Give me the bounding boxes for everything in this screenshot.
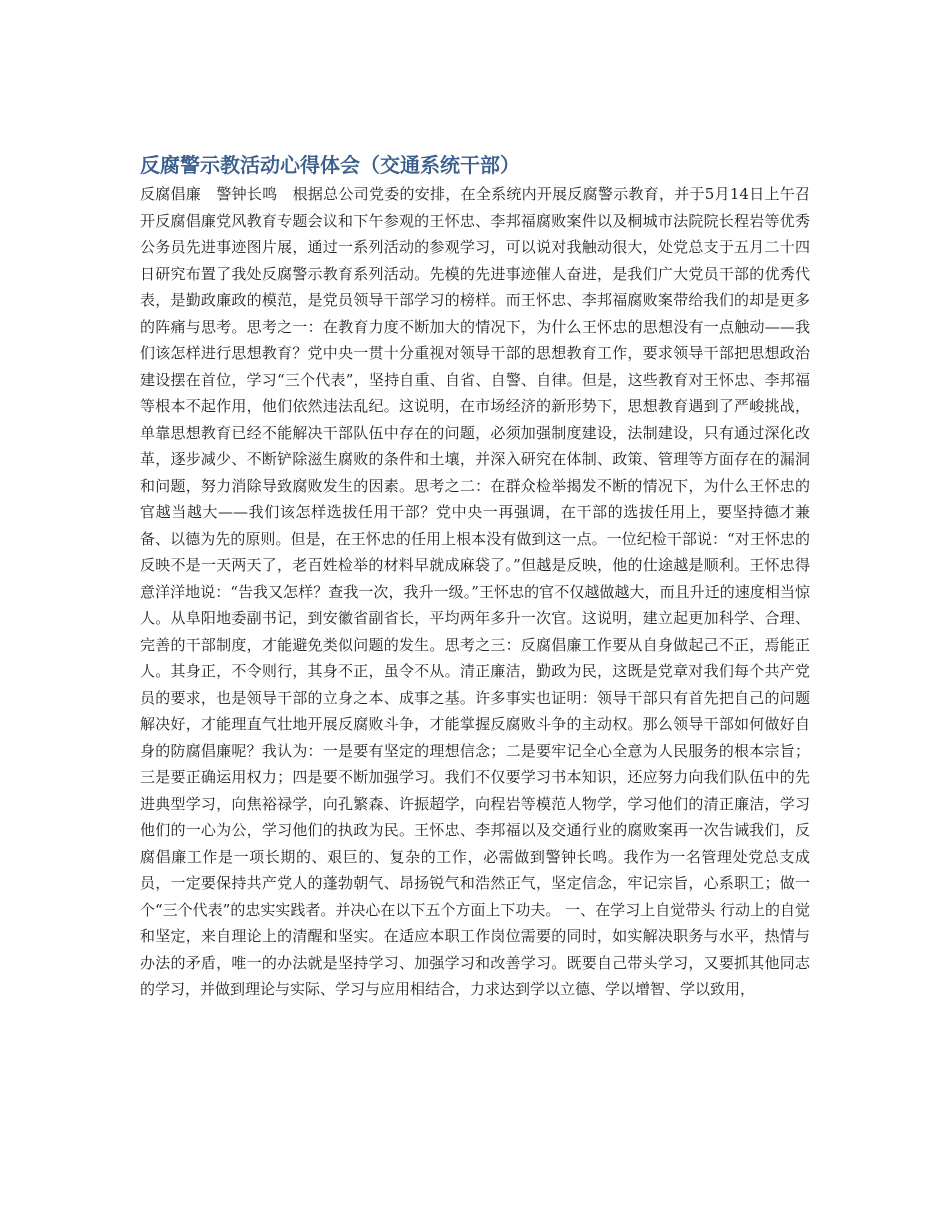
document-title: 反腐警示教活动心得体会（交通系统干部） [140,153,520,177]
document-body-text: 反腐倡廉 警钟长鸣 根据总公司党委的安排，在全系统内开展反腐警示教育，并于5月14日上午召开反腐倡廉党风教育专题会议和下午参观的王怀忠、李邦福腐败案件以及桐城市法院院长程岩等优秀公务员先进事迹图片展，通过一系列活动的参观学习，可以说对我触动很大，处党总支于五月二十四日研究布置了我处反腐警示教育系列活动。先模的先进事迹催人奋进，是我们广大党员干部的优秀代表，是勤政廉政的模范，是党员领导干部学习的榜样。而王怀忠、李邦福腐败案带给我们的却是更多的阵痛与思考。思考之一：在教育力度不断加大的情况下，为什么王怀忠的思想没有一点触动——我们该怎样进行思想教育？党中央一贯十分重视对领导干部的思想教育工作，要求领导干部把思想政治建设摆在首位，学习“三个代表”，坚持自重、自省、自警、自律。但是，这些教育对王怀忠、李邦福等根本不起作用，他们依然违法乱纪。这说明，在市场经济的新形势下，思想教育遇到了严峻挑战，单靠思想教育已经不能解决干部队伍中存在的问题，必须加强制度建设，法制建设，只有通过深化改革，逐步减少、不断铲除滋生腐败的条件和土壤，并深入研究在体制、政策、管理等方面存在的漏洞和问题，努力消除导致腐败发生的因素。思考之二：在群众检举揭发不断的情况下，为什么王怀忠的官越当越大——我们该怎样选拔任用干部？党中央一再强调，在干部的选拔任用上，要坚持德才兼备、以德为先的原则。但是，在王怀忠的任用上根本没有做到这一点。一位纪检干部说：“对王怀忠的反映不是一天两天了，老百姓检举的材料早就成麻袋了。”但越是反映，他的仕途越是顺利。王怀忠得意洋洋地说：“告我又怎样？查我一次，我升一级。”王怀忠的官不仅越做越大，而且升迁的速度相当惊人。从阜阳地委副书记，到安徽省副省长，平均两年多升一次官。这说明，建立起更加科学、合理、完善的干部制度，才能避免类似问题的发生。思考之三：反腐倡廉工作要从自身做起己不正，焉能正人。其身正，不令则行，其身不正，虽令不从。清正廉洁，勤政为民，这既是党章对我们每个共产党员的要求，也是领导干部的立身之本、成事之基。许多事实也证明：领导干部只有首先把自己的问题解决好，才能理直气壮地开展反腐败斗争，才能掌握反腐败斗争的主动权。那么领导干部如何做好自身的防腐倡廉呢？我认为：一是要有坚定的理想信念；二是要牢记全心全意为人民服务的根本宗旨；三是要正确运用权力；四是要不断加强学习。我们不仅要学习书本知识，还应努力向我们队伍中的先进典型学习，向焦裕禄学，向孔繁森、许振超学，向程岩等模范人物学，学习他们的清正廉洁，学习他们的一心为公，学习他们的执政为民。王怀忠、李邦福以及交通行业的腐败案再一次告诫我们，反腐倡廉工作是一项长期的、艰巨的、复杂的工作，必需做到警钟长鸣。我作为一名管理处党总支成员，一定要保持共产党人的蓬勃朝气、昂扬锐气和浩然正气，坚定信念，牢记宗旨，心系职工；做一个“三个代表”的忠实实践者。并决心在以下五个方面上下功夫。 一、在学习上自觉带头 行动上的自觉和坚定，来自理论上的清醒和坚实。在适应本职工作岗位需要的同时，如实解决职务与水平，热情与办法的矛盾，唯一的办法就是坚持学习、加强学习和改善学习。既要自己带头学习，又要抓其他同志的学习，并做到理论与实际、学习与应用相结合，力求达到学以立德、学以增智、学以致用， [140,185,810,998]
